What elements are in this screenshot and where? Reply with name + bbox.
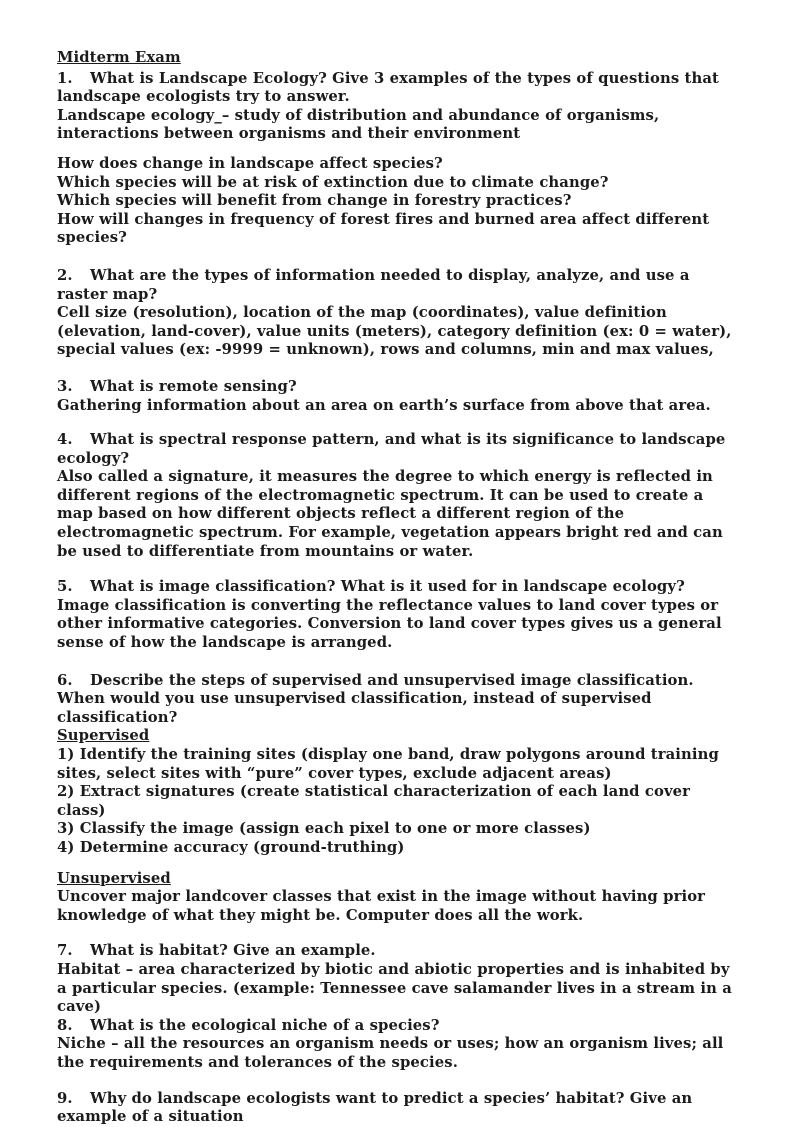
question-1-text: What is Landscape Ecology? Give 3 examples of the types of questions that landscape ecologists try to answer. <box>57 69 719 106</box>
question-7-text: What is habitat? Give an example. <box>90 942 376 960</box>
question-1-number: 1. <box>57 69 73 87</box>
landscape-question-item: Which species will benefit from change in forestry practices? <box>57 192 572 210</box>
answer-5: Image classification is converting the reflectance values to land cover types or other informative categories. Conversion to land cover types gives us a general sense of how the landscape is arranged. <box>57 596 722 652</box>
answer-8: Niche – all the resources an organism needs or uses; how an organism lives; all the requirements and tolerances of the species. <box>57 1035 724 1071</box>
question-3-text: What is remote sensing? <box>90 377 297 395</box>
question-1 <box>57 70 735 107</box>
question-5-number: 5. <box>57 578 73 596</box>
question-6-text: Describe the steps of supervised and unsupervised image classification. When would you use unsupervised classification, instead of supervised classification? <box>57 671 694 726</box>
supervised-steps-list <box>57 746 735 858</box>
question-3-number: 3. <box>57 377 73 395</box>
question-9-text: Why do landscape ecologists want to predict a species’ habitat? Give an example of a situation <box>57 1089 693 1126</box>
question-4-text: What is spectral response pattern, and what is its significance to landscape ecology? <box>57 431 726 467</box>
question-6 <box>57 672 735 728</box>
question-8-text: What is the ecological niche of a species? <box>90 1016 440 1034</box>
question-7-number: 7. <box>57 942 73 960</box>
question-4-number: 4. <box>57 431 73 449</box>
landscape-question-item: Which species will be at risk of extinction due to climate change? <box>57 173 609 191</box>
question-2-number: 2. <box>57 266 73 284</box>
question-2 <box>57 267 735 304</box>
supervised-step-item: 4) Determine accuracy (ground-truthing) <box>57 838 405 856</box>
unsupervised-heading: Unsupervised <box>57 869 171 887</box>
answer-4: Also called a signature, it measures the degree to which energy is reflected in different regions of the electromagnetic spectrum. It can be used to create a map based on how different objects reflect a different region of the electromagnetic spectrum. For example, vegetation appears bright red and can be used to differentiate from mountains or water. <box>57 468 723 560</box>
question-9 <box>57 1090 735 1127</box>
answer-7: Habitat – area characterized by biotic and abiotic properties and is inhabited by a particular species. (example: Tennessee cave salamander lives in a stream in a cave) <box>57 960 732 1016</box>
question-3 <box>57 378 735 397</box>
question-5 <box>57 578 735 597</box>
question-4 <box>57 431 735 468</box>
supervised-step-item: 1) Identify the training sites (display one band, draw polygons around training sites, select sites with “pure” cover types, exclude adjacent areas) <box>57 746 719 782</box>
answer-3: Gathering information about an area on earth’s surface from above that area. <box>57 396 711 414</box>
landscape-question-item: How does change in landscape affect species? <box>57 154 443 172</box>
question-5-text: What is image classification? What is it used for in landscape ecology? <box>90 578 685 596</box>
question-9-number: 9. <box>57 1089 73 1107</box>
landscape-question-item: How will changes in frequency of forest fires and burned area affect different species? <box>57 210 710 247</box>
question-8 <box>57 1017 735 1036</box>
question-2-text: What are the types of information needed to display, analyze, and use a raster map? <box>57 266 690 303</box>
supervised-step-item: 3) Classify the image (assign each pixel to one or more classes) <box>57 820 591 838</box>
document-title: Midterm Exam <box>57 49 181 66</box>
landscape-questions-list <box>57 155 735 248</box>
answer-1: Landscape ecology_– study of distribution and abundance of organisms, interactions between organisms and their environment <box>57 106 660 143</box>
question-7 <box>57 942 735 961</box>
supervised-step-item: 2) Extract signatures (create statistical characterization of each land cover class) <box>57 783 691 819</box>
unsupervised-text: Uncover major landcover classes that exist in the image without having prior knowledge of what they might be. Computer does all the work. <box>57 888 706 924</box>
answer-2: Cell size (resolution), location of the map (coordinates), value definition (elevation, land-cover), value units (meters), category definition (ex: 0 = water), special values (ex: -9999 = unknown), rows and columns, min and max values, <box>57 304 732 359</box>
question-6-number: 6. <box>57 671 73 689</box>
supervised-heading: Supervised <box>57 727 150 745</box>
question-8-number: 8. <box>57 1016 73 1034</box>
